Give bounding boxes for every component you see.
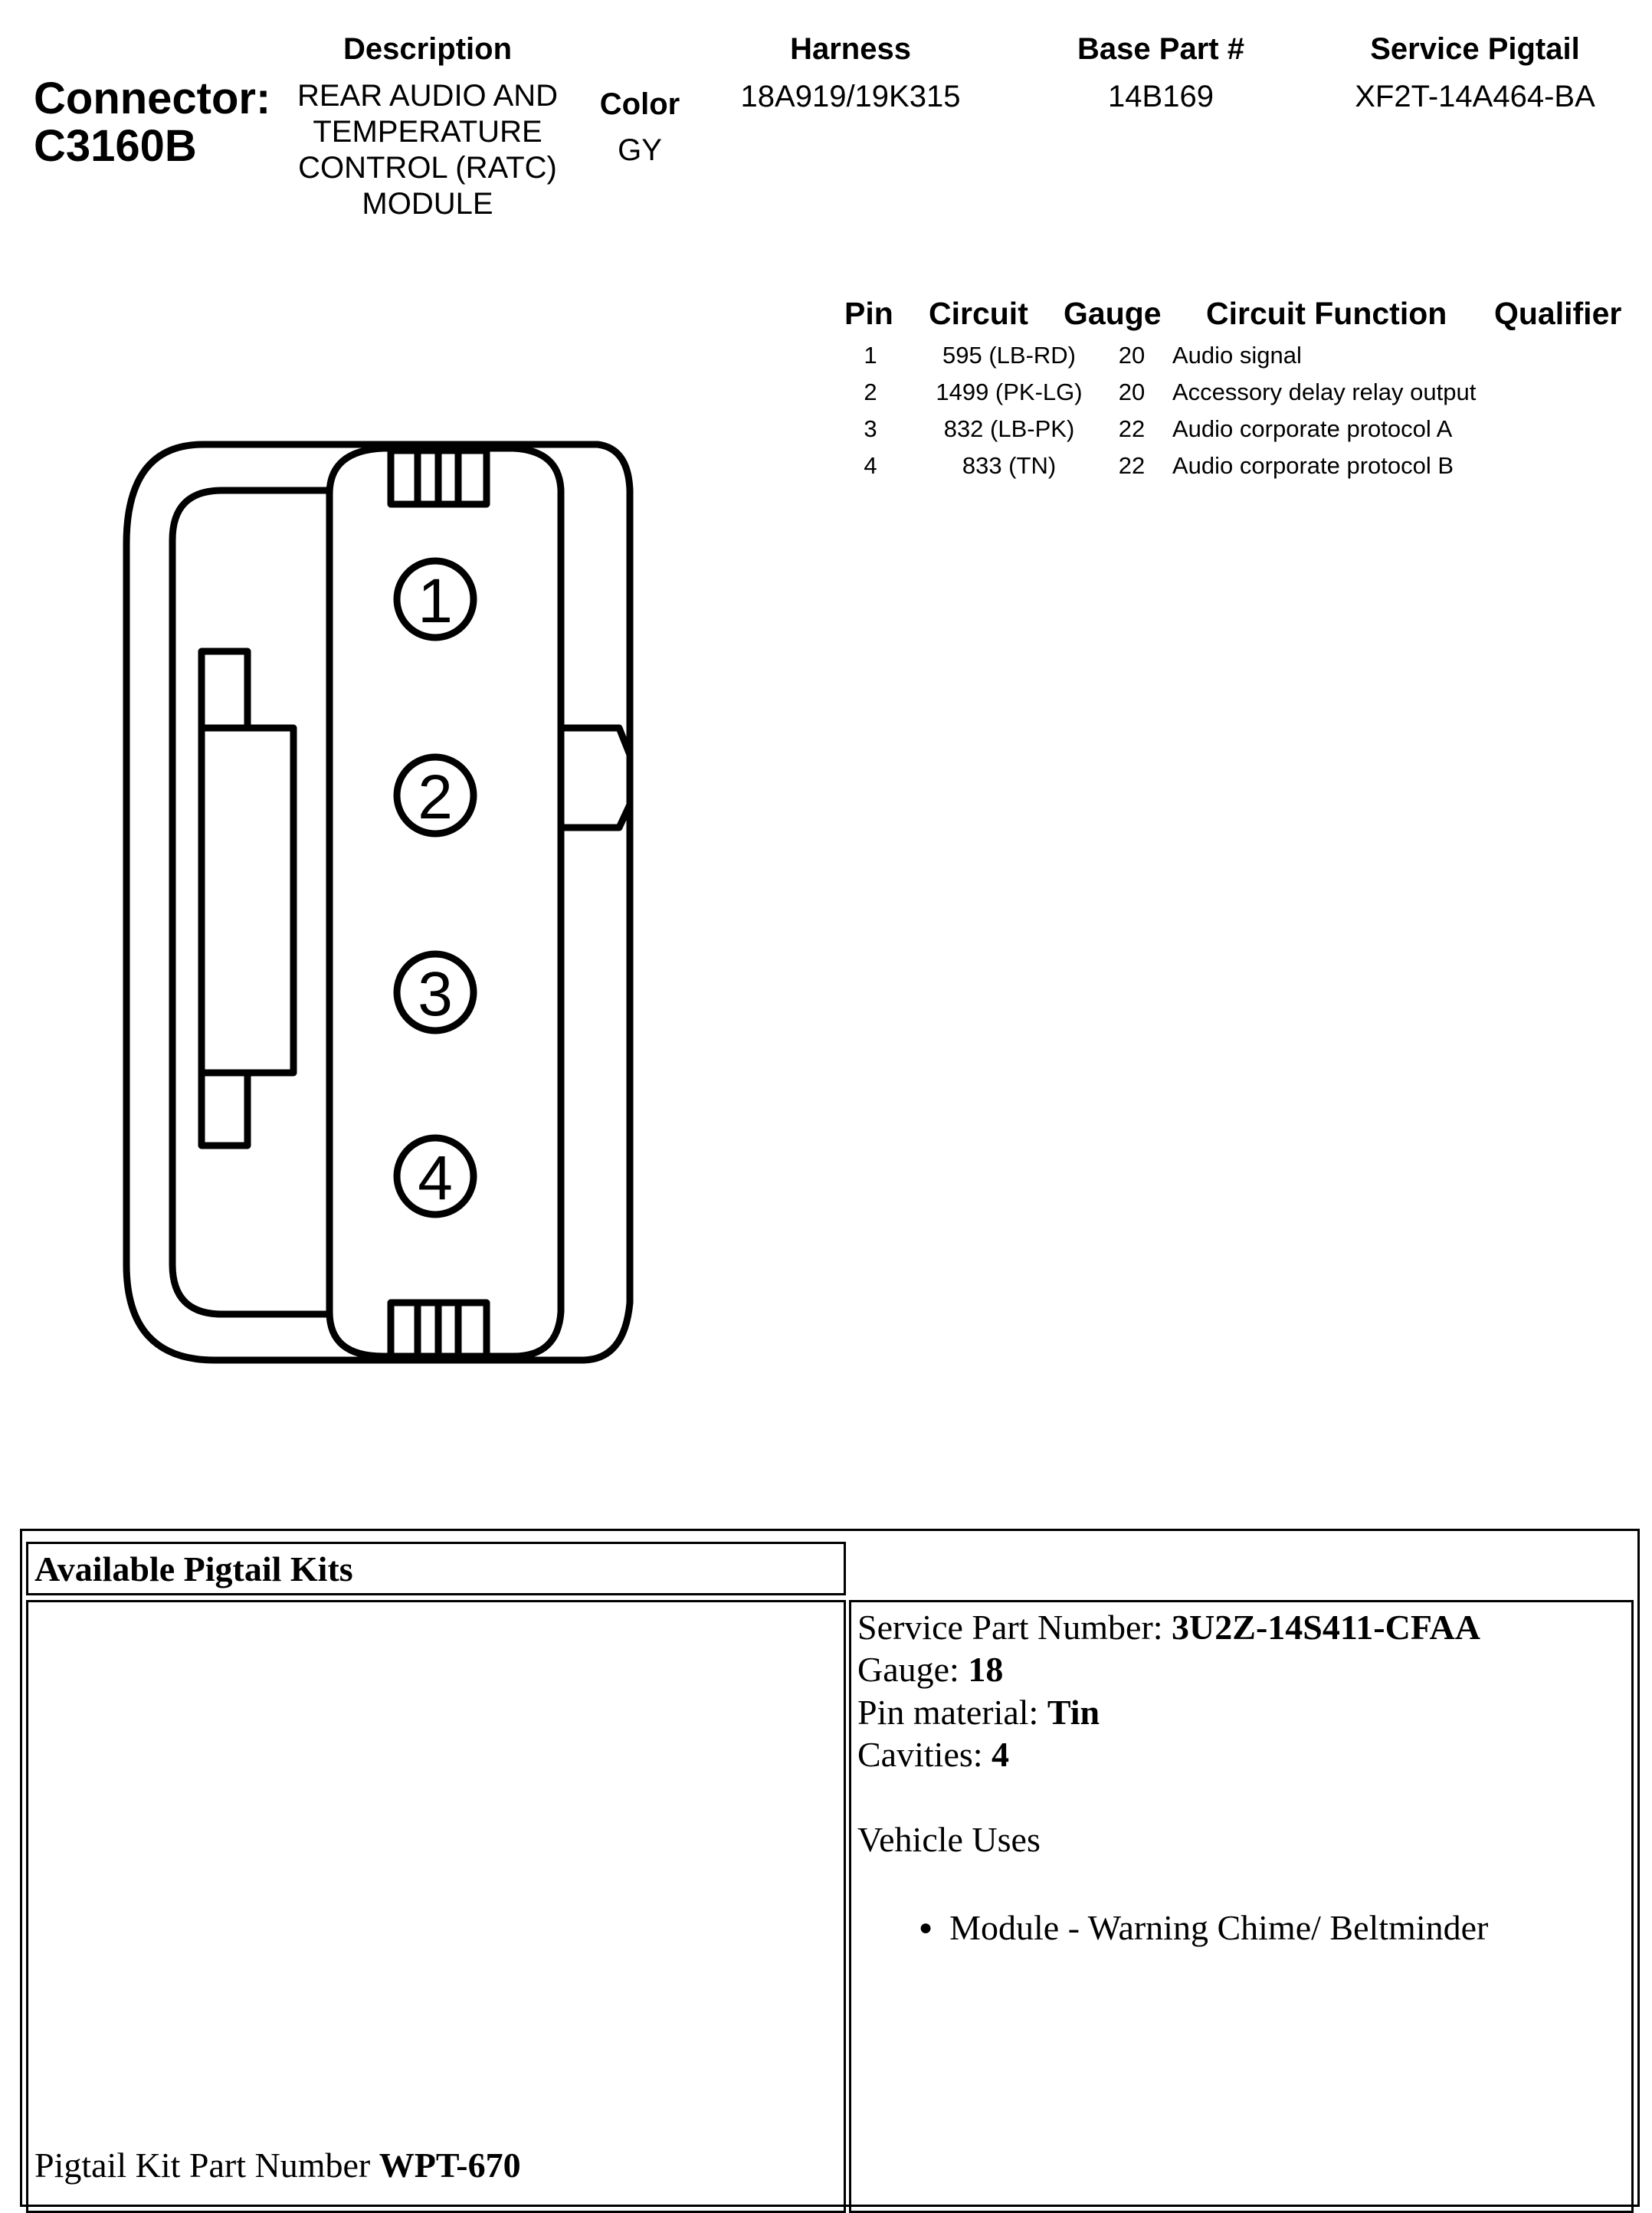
- gauge-cell: 20: [1118, 379, 1146, 405]
- color-header: Color: [599, 87, 680, 121]
- cavities-value: 4: [992, 1735, 1010, 1774]
- kit-part-value: WPT-670: [379, 2146, 521, 2185]
- connector-face-diagram: [0, 0, 690, 1418]
- pin-table: [835, 296, 1647, 495]
- description-value: REAR AUDIO AND TEMPERATURE CONTROL (RATC) MODULE: [297, 79, 559, 221]
- harness-value: 18A919/19K315: [740, 80, 961, 113]
- description-header: Description: [343, 32, 513, 66]
- circuit-cell: 595 (LB-RD): [942, 342, 1076, 369]
- gauge-label: Gauge:: [857, 1650, 969, 1689]
- connector-id: C3160B: [34, 121, 197, 171]
- pin-cell: 3: [864, 415, 877, 442]
- pin-number-2: 2: [418, 762, 453, 832]
- pin-cell: 4: [864, 452, 877, 479]
- pin-cell: 1: [864, 342, 877, 369]
- bullet-icon: ●: [919, 1915, 933, 1940]
- vehicle-uses-label: Vehicle Uses: [857, 1820, 1041, 1859]
- vehicle-use-text: Module - Warning Chime/ Beltminder: [949, 1908, 1489, 1947]
- kit-part-label: Pigtail Kit Part Number: [34, 2146, 379, 2185]
- base-part-header: Base Part #: [1077, 32, 1244, 66]
- pin-column-header: Pin: [844, 296, 893, 331]
- table-row: [835, 452, 1601, 489]
- service-pigtail-header: Service Pigtail: [1370, 32, 1580, 66]
- function-cell: Accessory delay relay output: [1172, 379, 1477, 405]
- table-row: [835, 379, 1601, 415]
- pin-number-4: 4: [418, 1143, 453, 1213]
- service-part-label: Service Part Number:: [857, 1608, 1172, 1647]
- pin-cell: 2: [864, 379, 877, 405]
- color-value: GY: [618, 133, 662, 167]
- gauge-cell: 20: [1118, 342, 1146, 369]
- pigtail-kit-image-box: [26, 1600, 846, 2213]
- cavities-line: [857, 1734, 1009, 1775]
- circuit-cell: 833 (TN): [962, 452, 1057, 479]
- table-row: [835, 415, 1601, 452]
- circuit-cell: 1499 (PK-LG): [936, 379, 1083, 405]
- gauge-cell: 22: [1118, 452, 1146, 479]
- qualifier-column-header: Qualifier: [1494, 296, 1622, 331]
- function-cell: Audio corporate protocol A: [1172, 415, 1453, 442]
- base-part-value: 14B169: [1108, 80, 1214, 113]
- pigtail-kit-details-box: [849, 1600, 1634, 2213]
- connector-label-text: Connector:: [34, 74, 271, 123]
- gauge-column-header: Gauge: [1064, 296, 1162, 331]
- gauge-value: 18: [968, 1650, 1004, 1689]
- gauge-line: [857, 1649, 1003, 1690]
- gauge-cell: 22: [1118, 415, 1146, 442]
- circuit-cell: 832 (LB-PK): [943, 415, 1075, 442]
- pin-material-value: Tin: [1047, 1693, 1100, 1732]
- function-cell: Audio corporate protocol B: [1172, 452, 1454, 479]
- pin-material-label: Pin material:: [857, 1693, 1047, 1732]
- pigtail-kits-title: Available Pigtail Kits: [34, 1549, 353, 1588]
- service-pigtail-value: XF2T-14A464-BA: [1355, 80, 1595, 113]
- function-cell: Audio signal: [1172, 342, 1302, 369]
- kit-part-number: [34, 2145, 521, 2185]
- pigtail-kits-title-box: [26, 1542, 846, 1595]
- harness-header: Harness: [790, 32, 911, 66]
- cavities-label: Cavities:: [857, 1735, 992, 1774]
- pin-number-3: 3: [418, 959, 453, 1029]
- function-column-header: Circuit Function: [1206, 296, 1447, 331]
- service-part-line: [857, 1607, 1480, 1647]
- service-part-value: 3U2Z-14S411-CFAA: [1172, 1608, 1480, 1647]
- connector-body: [126, 444, 630, 1360]
- vehicle-use-item: [919, 1907, 1488, 1948]
- pin-number-1: 1: [418, 566, 453, 636]
- table-row: [835, 342, 1601, 379]
- circuit-column-header: Circuit: [929, 296, 1028, 331]
- pin-material-line: [857, 1692, 1100, 1733]
